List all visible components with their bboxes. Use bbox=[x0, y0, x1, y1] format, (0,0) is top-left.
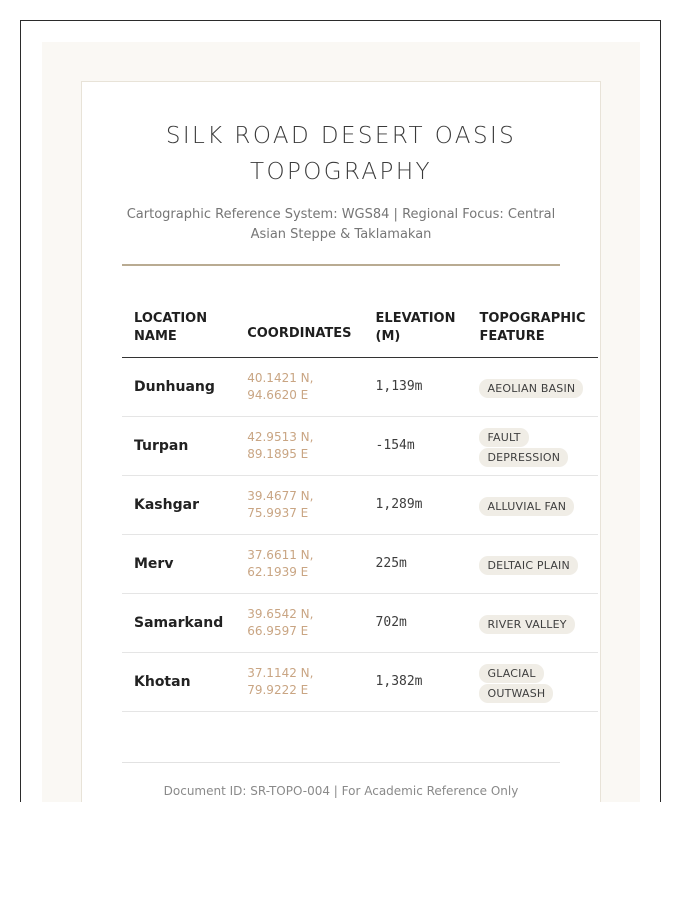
latitude: 39.4677 N, bbox=[247, 488, 314, 503]
location-name: Dunhuang bbox=[122, 357, 235, 416]
table-row bbox=[122, 475, 598, 534]
title-divider bbox=[122, 264, 560, 266]
feature-tag: RIVER VALLEY bbox=[479, 615, 574, 634]
footer-divider bbox=[122, 762, 560, 763]
table-row bbox=[122, 416, 598, 475]
feature-cell bbox=[467, 652, 597, 711]
latitude: 37.1142 N, bbox=[247, 665, 314, 680]
location-name: Merv bbox=[122, 534, 235, 593]
header-elevation: ELEVATION (M) bbox=[364, 300, 468, 357]
longitude: 94.6620 E bbox=[247, 387, 309, 402]
feature-tag: ALLUVIAL FAN bbox=[479, 497, 574, 516]
latitude: 37.6611 N, bbox=[247, 547, 314, 562]
coordinates bbox=[235, 357, 363, 416]
header-topographic-feature: TOPOGRAPHIC FEATURE bbox=[467, 300, 597, 357]
table-row bbox=[122, 593, 598, 652]
feature-cell bbox=[467, 475, 597, 534]
location-name: Turpan bbox=[122, 416, 235, 475]
longitude: 75.9937 E bbox=[247, 505, 309, 520]
elevation: 1,382m bbox=[364, 652, 468, 711]
latitude: 42.9513 N, bbox=[247, 429, 314, 444]
elevation: 1,289m bbox=[364, 475, 468, 534]
elevation: 225m bbox=[364, 534, 468, 593]
latitude: 40.1421 N, bbox=[247, 370, 314, 385]
feature-cell bbox=[467, 416, 597, 475]
document-subtitle: Cartographic Reference System: WGS84 | Regional Focus: Central Asian Steppe & Taklamakan bbox=[126, 207, 556, 242]
location-name: Samarkand bbox=[122, 593, 235, 652]
feature-tag: FAULT DEPRESSION bbox=[479, 428, 568, 467]
table-header-row bbox=[122, 300, 598, 357]
elevation: 702m bbox=[364, 593, 468, 652]
longitude: 66.9597 E bbox=[247, 623, 309, 638]
longitude: 79.9222 E bbox=[247, 682, 309, 697]
feature-cell bbox=[467, 357, 597, 416]
topography-table bbox=[122, 300, 598, 712]
longitude: 62.1939 E bbox=[247, 564, 309, 579]
feature-cell bbox=[467, 593, 597, 652]
table-row bbox=[122, 652, 598, 711]
feature-tag: DELTAIC PLAIN bbox=[479, 556, 577, 575]
feature-cell bbox=[467, 534, 597, 593]
header-coordinates: COORDINATES bbox=[235, 300, 363, 357]
document-title: SILK ROAD DESERT OASIS TOPOGRAPHY bbox=[165, 123, 517, 185]
latitude: 39.6542 N, bbox=[247, 606, 314, 621]
location-name: Kashgar bbox=[122, 475, 235, 534]
document-footer: Document ID: SR-TOPO-004 | For Academic Reference Only bbox=[163, 784, 519, 798]
coordinates bbox=[235, 593, 363, 652]
header-location-name: LOCATION NAME bbox=[122, 300, 235, 357]
longitude: 89.1895 E bbox=[247, 446, 309, 461]
elevation: 1,139m bbox=[364, 357, 468, 416]
table-row bbox=[122, 357, 598, 416]
coordinates bbox=[235, 652, 363, 711]
elevation: -154m bbox=[364, 416, 468, 475]
table-row bbox=[122, 534, 598, 593]
feature-tag: GLACIAL OUTWASH bbox=[479, 664, 553, 703]
coordinates bbox=[235, 416, 363, 475]
location-name: Khotan bbox=[122, 652, 235, 711]
coordinates bbox=[235, 475, 363, 534]
feature-tag: AEOLIAN BASIN bbox=[479, 379, 583, 398]
coordinates bbox=[235, 534, 363, 593]
